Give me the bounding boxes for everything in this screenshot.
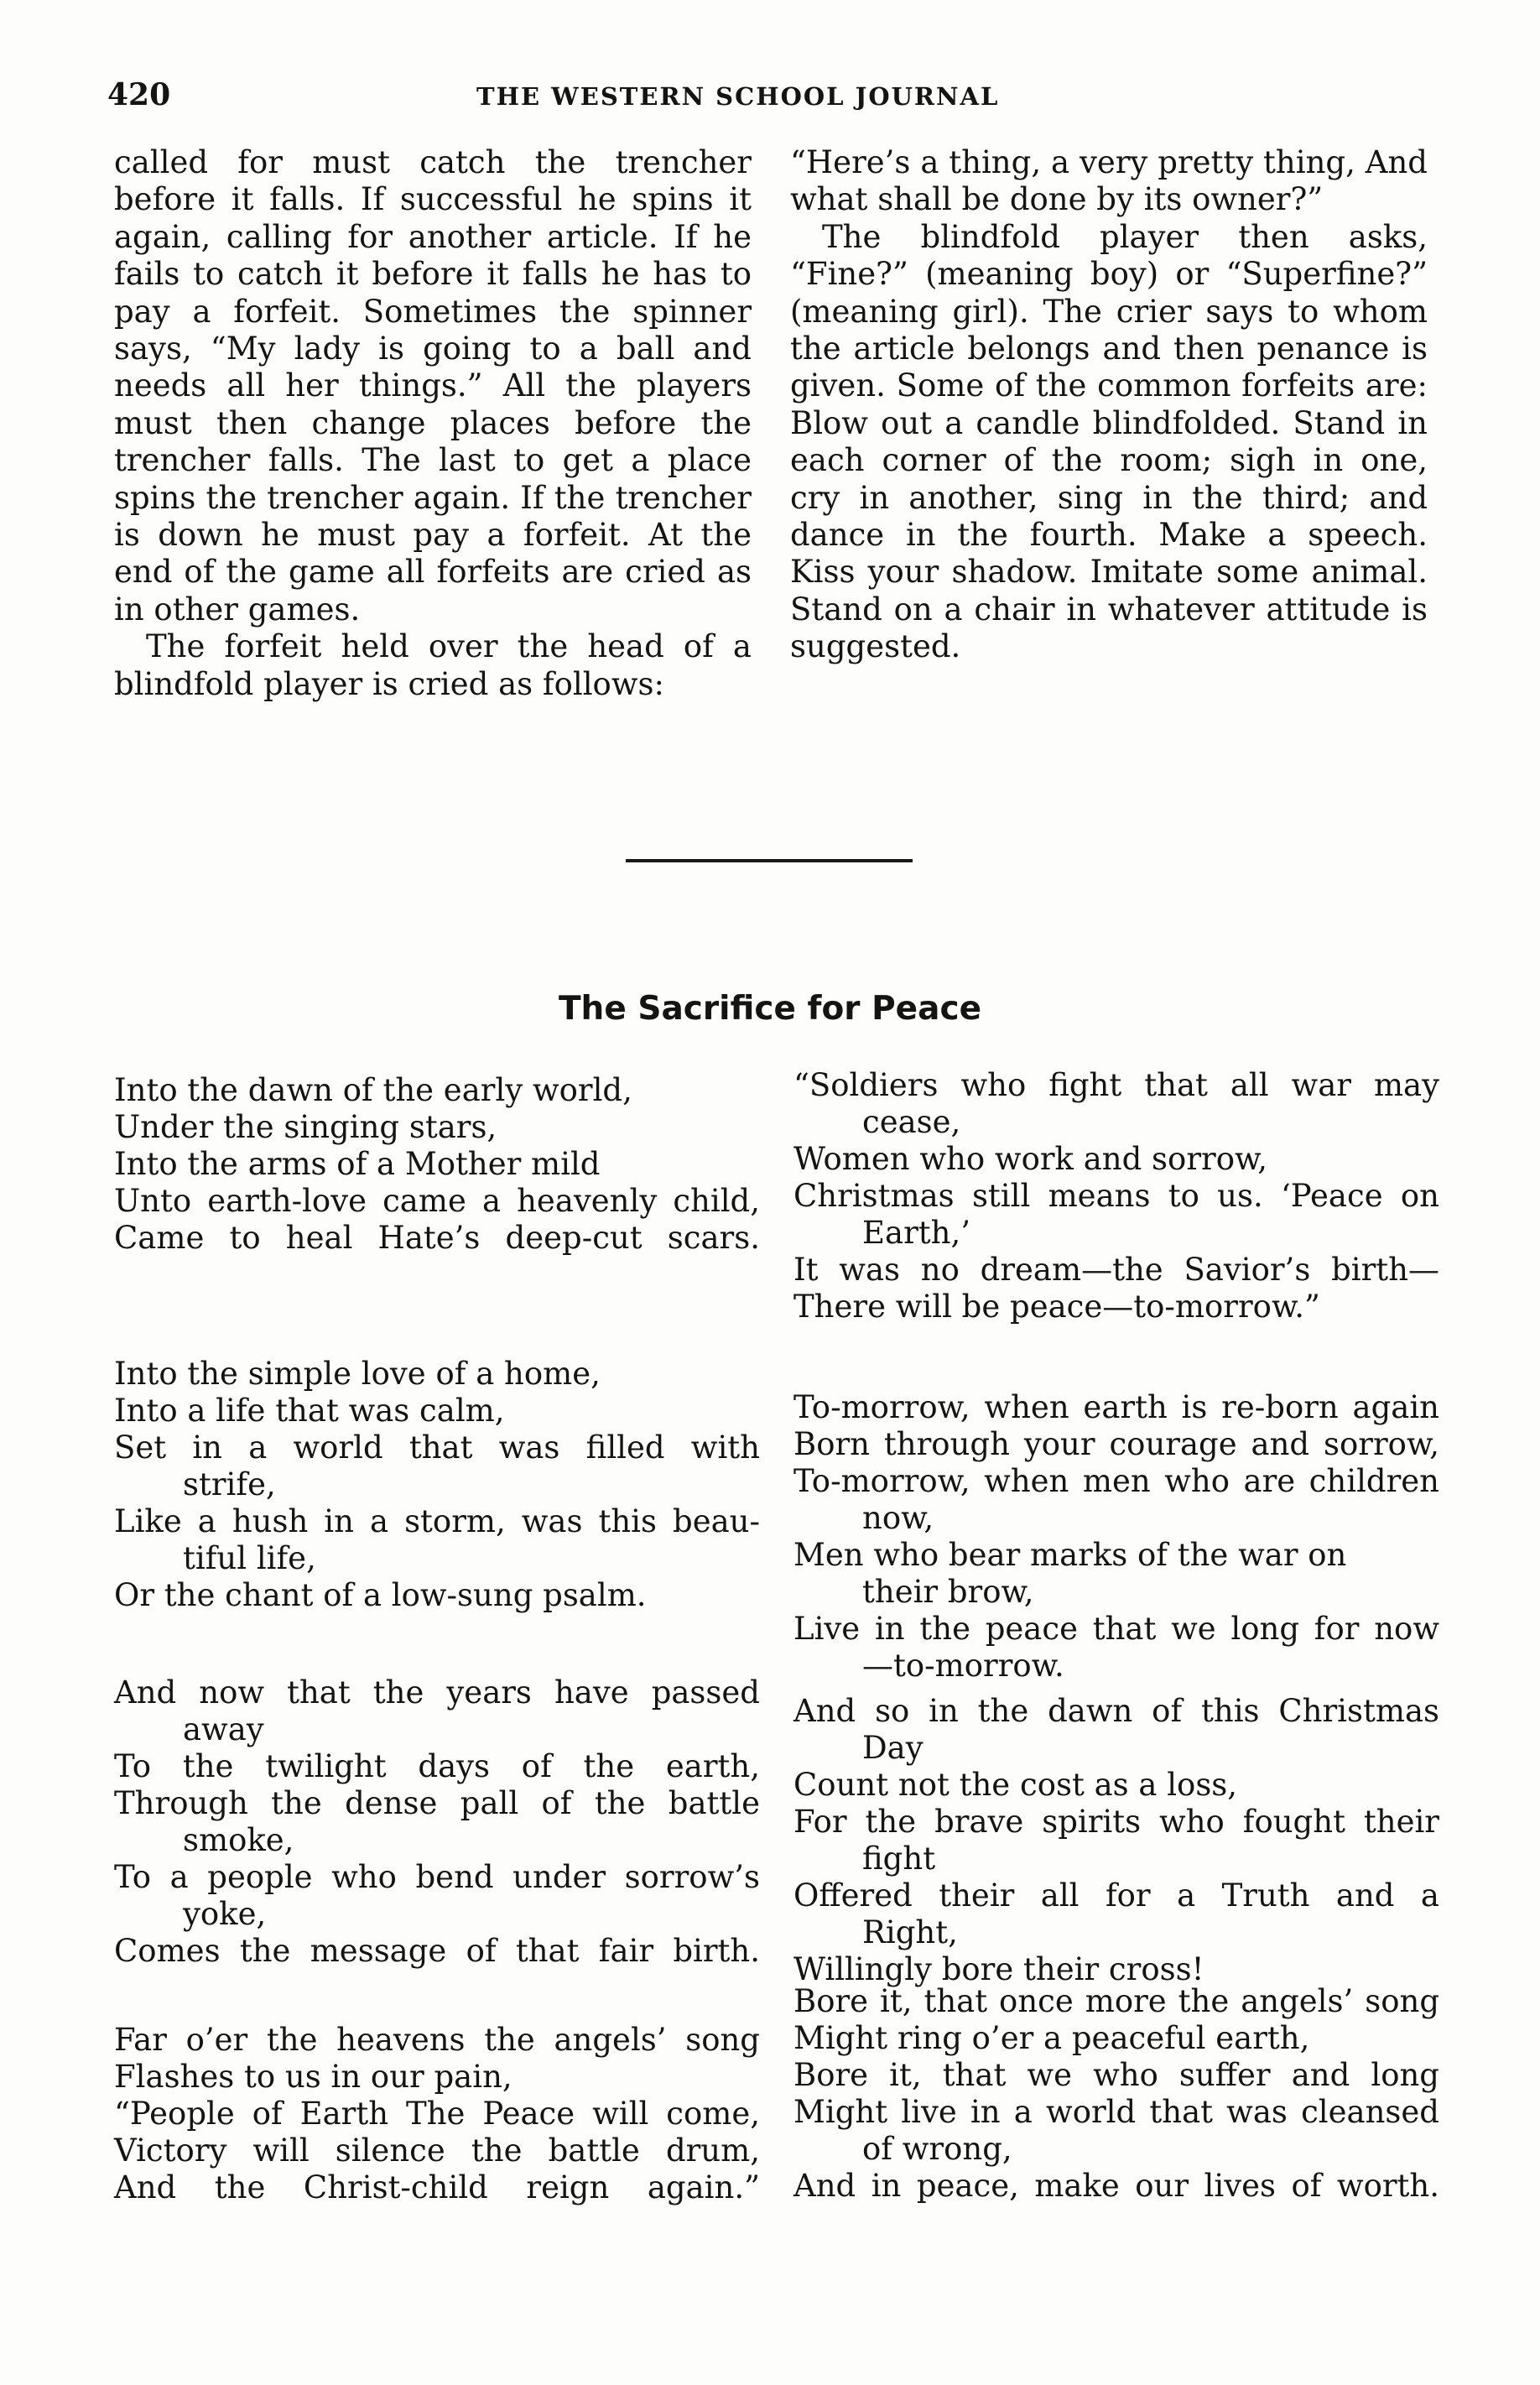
poem-line: And the Christ-child reign again.” <box>114 2169 760 2205</box>
poem-line: To a people who bend under sorrow’s <box>114 1859 760 1895</box>
poem-line: Unto earth-love came a heavenly child, <box>114 1183 760 1219</box>
poem-line: Into the arms of a Mother mild <box>114 1146 601 1182</box>
poem-line: Through the dense pall of the battle <box>114 1785 760 1821</box>
poem-line: There will be peace—to-morrow.” <box>793 1289 1320 1325</box>
poem-line: Women who work and sorrow, <box>793 1141 1268 1177</box>
poem-line: Right, <box>862 1914 958 1950</box>
poem-stanza <box>114 1072 760 1257</box>
poem-line: —to-morrow. <box>862 1648 1064 1684</box>
prose-right-column <box>790 144 1428 666</box>
poem-line: Live in the peace that we long for now <box>793 1611 1439 1647</box>
prose-left-column <box>114 144 752 703</box>
poem-title: The Sacrifice for Peace <box>558 990 982 1028</box>
poem-line: cease, <box>862 1104 961 1140</box>
poem-line: Victory will silence the battle drum, <box>114 2132 760 2169</box>
poem-line: Offered their all for a Truth and a <box>793 1877 1439 1914</box>
poem-line: Count not the cost as a loss, <box>793 1767 1238 1803</box>
poem-line: fight <box>862 1841 936 1877</box>
paragraph: The forfeit held over the head of a blindfold player is cried as follows: <box>114 628 752 702</box>
poem-line: Might ring o’er a peaceful earth, <box>793 2020 1310 2056</box>
poem-line: To the twilight days of the earth, <box>114 1748 760 1784</box>
poem-line: Under the singing stars, <box>114 1109 497 1145</box>
poem-line: Into the simple love of a home, <box>114 1356 601 1392</box>
poem-line: Day <box>862 1730 923 1766</box>
poem-line: away <box>183 1711 264 1747</box>
poem-line: Into the dawn of the early world, <box>114 1072 632 1108</box>
poem-stanza <box>114 1674 760 1970</box>
poem-line: To-morrow, when earth is re-born again <box>793 1389 1439 1425</box>
poem-stanza <box>793 1389 1439 1685</box>
poem-line: Willingly bore their cross! <box>793 1951 1204 1987</box>
poem-line: of wrong, <box>862 2131 1012 2167</box>
poem-line: Earth,’ <box>862 1215 970 1251</box>
poem-line: strife, <box>183 1466 276 1502</box>
poem-line: smoke, <box>183 1822 294 1858</box>
poem-stanza <box>114 2022 760 2206</box>
forfeit-verse: “Here’s a thing, a very pretty thing, And what shall be done by its owner?” <box>790 144 1428 218</box>
poem-line: Into a life that was calm, <box>114 1393 505 1429</box>
running-head: THE WESTERN SCHOOL JOURNAL <box>476 82 1000 111</box>
poem-line: Comes the message of that fair birth. <box>114 1933 760 1969</box>
poem-line: Like a hush in a storm, was this beau- <box>114 1503 760 1539</box>
poem-line: tiful life, <box>183 1540 316 1576</box>
poem-line: now, <box>862 1500 934 1536</box>
poem-line: Set in a world that was filled with <box>114 1429 760 1466</box>
poem-line: Christmas still means to us. ‘Peace on <box>793 1178 1439 1214</box>
poem-line: For the brave spirits who fought their <box>793 1804 1439 1840</box>
poem-line: their brow, <box>862 1574 1034 1610</box>
poem-line: And in peace, make our lives of worth. <box>793 2168 1439 2204</box>
poem-stanza <box>793 1067 1439 1325</box>
poem-line: Bore it, that we who suffer and long <box>793 2057 1439 2093</box>
poem-line: To-morrow, when men who are children <box>793 1463 1439 1499</box>
page-number: 420 <box>107 77 171 112</box>
poem-stanza <box>793 1693 1439 1988</box>
poem-line: Born through your courage and sorrow, <box>793 1426 1439 1462</box>
paragraph: called for must catch the trencher before it falls. If successful he spins it again, calling for another article. If he fails to catch it before it falls he has to pay a forfeit. Sometimes the spinner says, “My lady is going to a ball and needs all her things.” All the players must then change places before the trencher falls. The last to get a place spins the trencher again. If the trencher is down he must pay a forfeit. At the end of the game all forfeits are cried as in other games. <box>114 144 752 627</box>
page-header <box>107 77 1436 119</box>
section-divider <box>626 859 913 862</box>
poem-line: “Soldiers who fight that all war may <box>793 1067 1439 1103</box>
poem-line: And so in the dawn of this Christmas <box>793 1693 1439 1729</box>
poem-line: Or the chant of a low-sung psalm. <box>114 1577 647 1613</box>
poem-line: Far o’er the heavens the angels’ song <box>114 2022 760 2058</box>
poem-line: Bore it, that once more the angels’ song <box>793 1983 1439 2019</box>
poem-stanza <box>793 1983 1439 2205</box>
paragraph: The blindfold player then asks, “Fine?” (meaning boy) or “Superfine?” (meaning girl). The crier says to whom the article belongs and then penance is given. Some of the common forfeits are: Blow out a candle blindfolded. Stand in each corner of the room; sigh in one, cry in another, sing in the third; and dance in the fourth. Make a speech. Kiss your shadow. Imitate some animal. Stand on a chair in whatever attitude is suggested. <box>790 218 1428 665</box>
poem-line: And now that the years have passed <box>114 1674 760 1711</box>
poem-line: Might live in a world that was cleansed <box>793 2094 1439 2130</box>
poem-line: Men who bear marks of the war on <box>793 1537 1347 1573</box>
poem-line: “People of Earth The Peace will come, <box>114 2096 760 2132</box>
poem-line: Flashes to us in our pain, <box>114 2059 512 2095</box>
poem-line: Came to heal Hate’s deep-cut scars. <box>114 1220 760 1256</box>
poem-line: yoke, <box>183 1896 267 1932</box>
poem-stanza <box>114 1356 760 1614</box>
poem-line: It was no dream—the Savior’s birth— <box>793 1252 1439 1288</box>
